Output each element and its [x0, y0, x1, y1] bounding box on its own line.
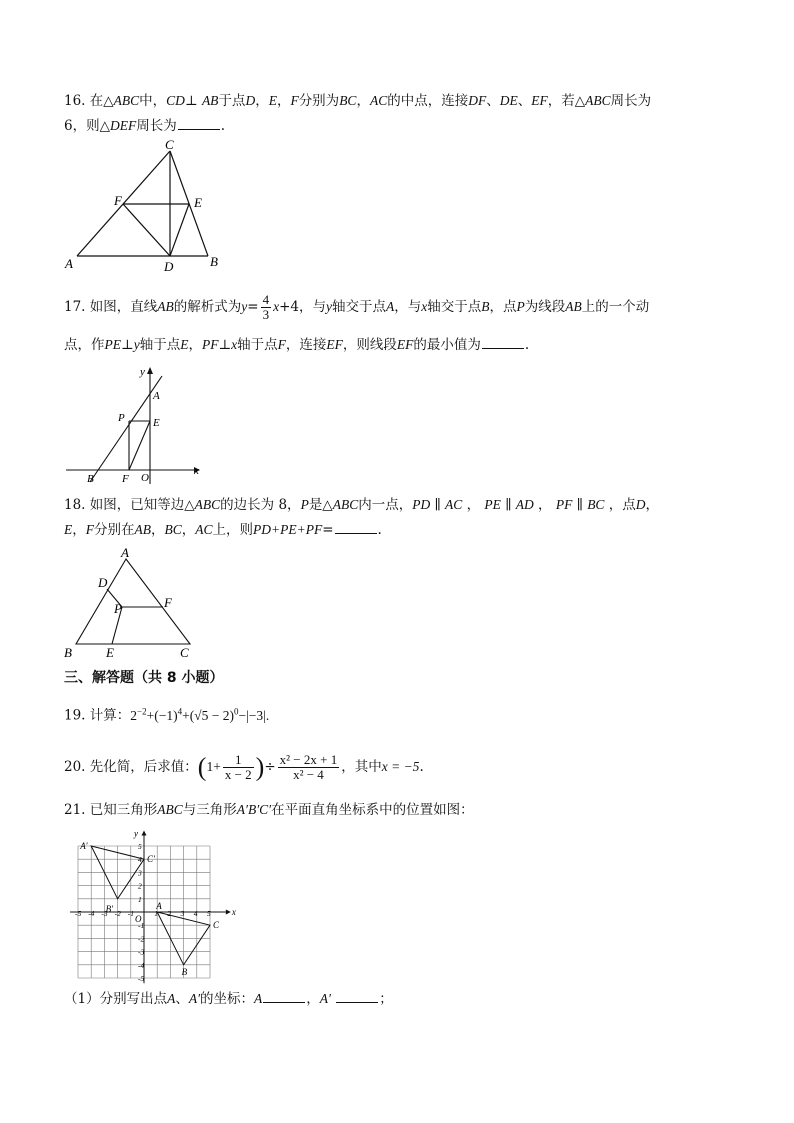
q16-figure [62, 140, 232, 275]
q21-line: 21. 已知三角形ABC与三角形A′B′C′在平面直角坐标系中的位置如图： [64, 802, 474, 818]
q17-label-b: B [87, 473, 94, 485]
y-tick-label: 4 [138, 855, 142, 865]
q17-label-x: x [194, 465, 199, 477]
q16-label-b: B [210, 254, 218, 269]
q20-fraction-1: $\frac{1}{x - 2}$ [224, 752, 252, 782]
y-tick-label: -3 [138, 947, 145, 957]
x-tick-label: 1 [154, 909, 158, 918]
x-tick-label: -2 [114, 909, 121, 918]
y-tick-label: -5 [138, 974, 145, 983]
grid-label-a-prime: A′ [80, 841, 88, 851]
grid-label-c-prime: C′ [147, 854, 155, 865]
q17-label-a: A [153, 390, 160, 402]
q18-line1: 18. 如图，已知等边△ABC的边长为 8，P是△ABC内一点，PD ∥ AC ， PE ∥ AD ， PF ∥ BC ，点D， [64, 497, 659, 513]
x-tick-label: 3 [180, 909, 185, 918]
x-axis-arrow [226, 910, 231, 915]
y-tick-label: -2 [138, 934, 145, 944]
section-heading: 三、解答题（共 8 小题） [64, 670, 224, 686]
answer-blank [178, 117, 220, 130]
q17-fraction: $\frac{4}{3}$ [262, 292, 270, 322]
grid-label-b: B [181, 966, 188, 977]
grid-label-a: A [156, 901, 162, 911]
q21-coordinate-grid [66, 824, 246, 984]
q17-line1: 17. 如图，直线AB的解析式为y= $\frac{4}{3}$ x+4，与y轴交于点A，与x轴交于点B，点P为线段AB上的一个动 [64, 292, 650, 322]
q18-label-f: F [164, 595, 172, 610]
q16-line1: 16. 在△ABC中，CD⊥ AB于点D，E，F分别为BC，AC的中点，连接DF、DE、EF，若△ABC周长为 [64, 93, 652, 109]
q16-label-f: F [114, 193, 122, 208]
answer-blank [336, 990, 378, 1003]
grid-label-o: O [135, 914, 142, 924]
q18-line2: E，F分别在AB，BC，AC上，则PD+PE+PF= . [64, 522, 382, 538]
x-tick-label: 4 [193, 909, 198, 918]
x-tick-label: -3 [101, 909, 108, 918]
q17-label-o: O [141, 472, 149, 484]
q16-line2: 6，则△DEF周长为 . [64, 118, 226, 134]
q18-label-a: A [121, 545, 129, 560]
q17-label-e: E [153, 417, 160, 429]
q18-label-p: P [114, 601, 122, 616]
q17-label-p: P [118, 412, 125, 424]
q18-label-d: D [98, 575, 108, 590]
q16-label-d: D [164, 259, 174, 274]
y-tick-label: 5 [138, 842, 142, 851]
q17-line2: 点，作PE⊥y轴于点E，PF⊥x轴于点F，连接EF，则线段EF的最小值为 . [64, 337, 530, 353]
grid-label-b-prime: B′ [105, 903, 114, 914]
q20-fraction-2: $\frac{\text{x² − 2x + 1}}{\text{x² − 4}}$ [279, 752, 338, 782]
q16-label-e: E [194, 195, 202, 210]
q18-label-b: B [64, 645, 72, 660]
q16-label-c: C [165, 140, 174, 152]
q17-figure [62, 364, 207, 489]
q17-label-y: y [140, 366, 145, 378]
grid-label-c: C [213, 920, 220, 931]
answer-blank [335, 521, 377, 534]
y-axis-arrow [142, 830, 147, 835]
y-tick-label: 3 [138, 868, 142, 878]
y-tick-label: 2 [138, 881, 142, 891]
x-tick-label: 5 [207, 909, 211, 918]
q19-line: 19. 计算：$2^{-2}+(-1)^4+(√5 - 2)^0-|-3|$. [64, 706, 270, 724]
answer-blank [482, 336, 524, 349]
y-tick-label: -4 [138, 960, 145, 970]
y-tick-label: 1 [138, 894, 142, 904]
x-tick-label: -4 [88, 909, 95, 918]
q20-line: 20. 先化简，后求值：(1+ $\frac{1}{x - 2}$ )÷ $\frac{\text{x² − 2x + 1}}{\text{x² − 4}}$ ，其中x = −5. [64, 752, 424, 782]
grid-label-x: x [231, 907, 236, 917]
x-tick-label: -5 [75, 909, 82, 918]
grid-label-y: y [134, 828, 138, 839]
answer-blank [263, 990, 305, 1003]
q18-figure [62, 545, 202, 660]
x-tick-label: -1 [127, 909, 135, 918]
y-tick-label: -1 [138, 921, 145, 931]
x-tick-label: 2 [167, 909, 172, 918]
q16-label-a: A [65, 256, 73, 271]
q17-label-f: F [122, 473, 129, 485]
q21-sub1: （1）分别写出点A、A′的坐标：A ，A′ ； [64, 991, 393, 1007]
q18-label-e: E [106, 645, 114, 660]
q18-label-c: C [180, 645, 189, 660]
